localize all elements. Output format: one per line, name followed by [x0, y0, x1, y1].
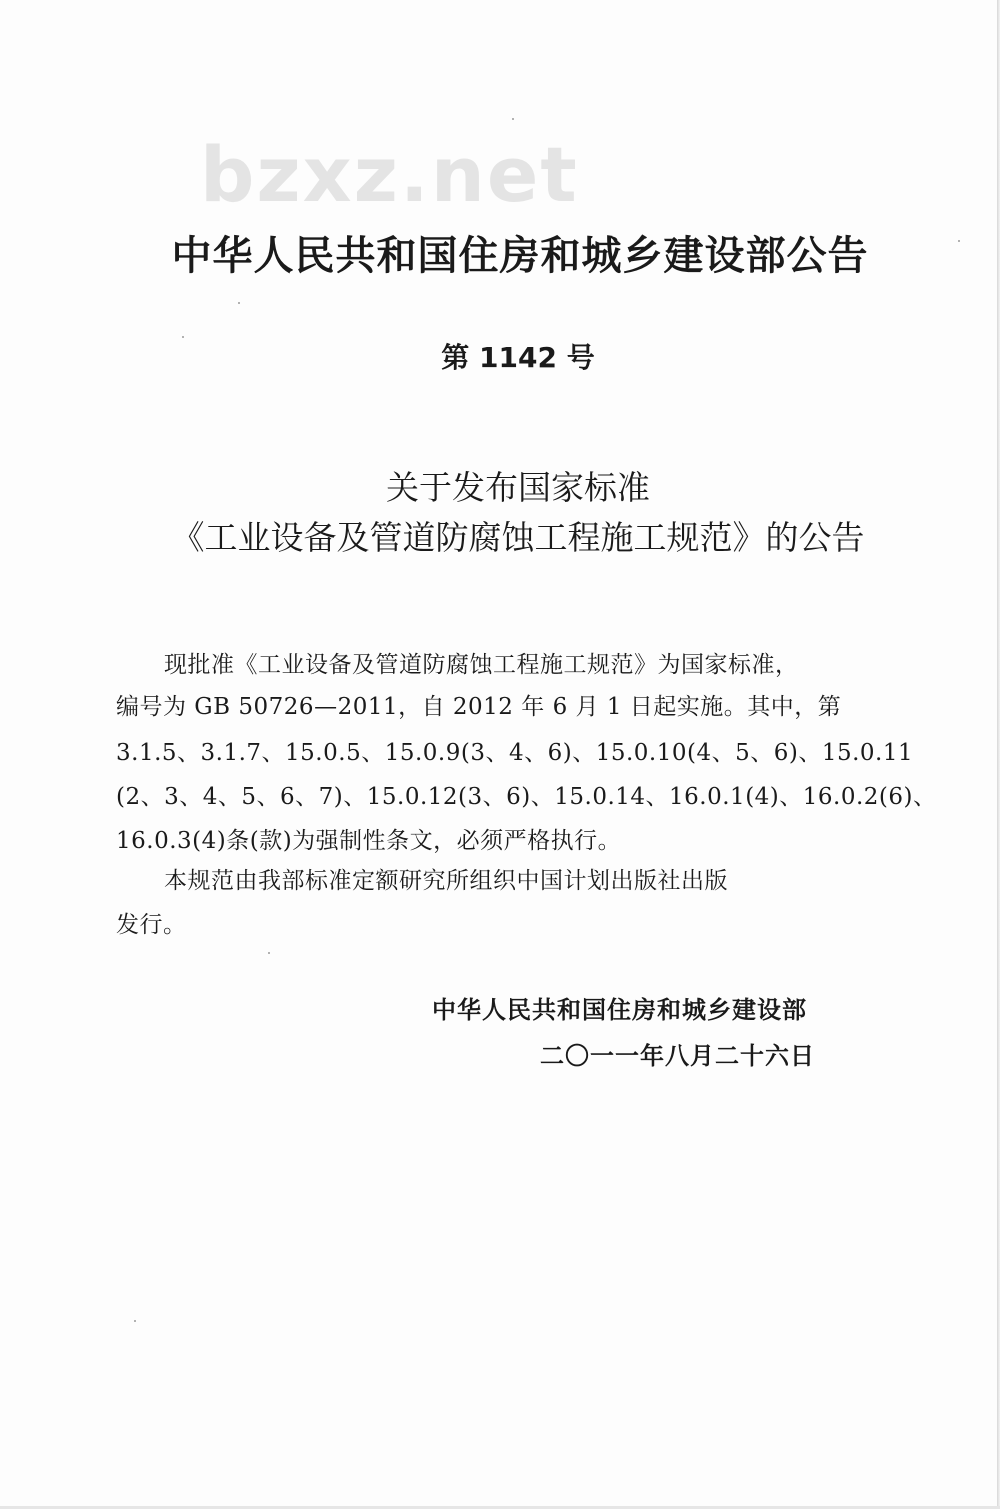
body-line: (2、3、4、5、6、7)、15.0.12(3、6)、15.0.14、16.0.1(4)、16.0.2(6)、 — [116, 784, 937, 810]
scan-speck — [512, 118, 514, 120]
body-line: 3.1.5、3.1.7、15.0.5、15.0.9(3、4、6)、15.0.10(4、5、6)、15.0.11 — [116, 740, 914, 766]
scan-speck — [134, 1320, 136, 1322]
body-line: 现批准《工业设备及管道防腐蚀工程施工规范》为国家标准， — [164, 652, 799, 678]
subject-line-1: 关于发布国家标准 — [386, 468, 650, 507]
subject-line-2: 《工业设备及管道防腐蚀工程施工规范》的公告 — [171, 518, 865, 557]
signature-organization: 中华人民共和国住房和城乡建设部 — [432, 996, 807, 1024]
watermark: bzxz.net — [200, 130, 579, 219]
scan-speck — [182, 336, 184, 338]
announcement-title: 中华人民共和国住房和城乡建设部公告 — [171, 233, 869, 279]
scan-speck — [238, 302, 240, 304]
body-line: 发行。 — [116, 912, 187, 938]
body-line: 本规范由我部标准定额研究所组织中国计划出版社出版 — [164, 868, 728, 894]
signature-date: 二〇一一年八月二十六日 — [540, 1042, 815, 1070]
body-line: 编号为 GB 50726—2011，自 2012 年 6 月 1 日起实施。其中，第 — [116, 694, 842, 720]
scan-speck — [268, 952, 270, 954]
body-line: 16.0.3(4)条(款)为强制性条文，必须严格执行。 — [116, 828, 622, 854]
announcement-number: 第 1142 号 — [441, 341, 595, 374]
scan-speck — [958, 240, 960, 242]
